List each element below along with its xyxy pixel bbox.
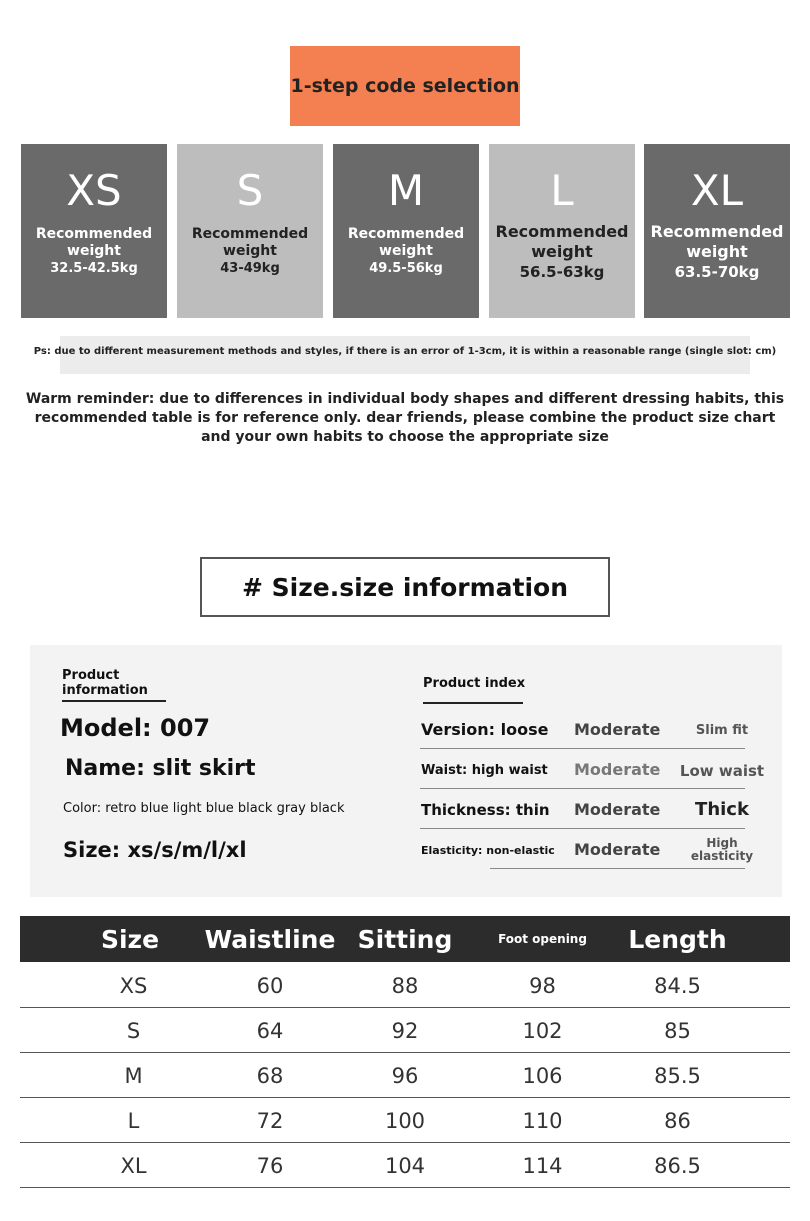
- product-colors: Color: retro blue light blue black gray black: [63, 801, 345, 816]
- size-selection-badge: 1-step code selection: [290, 46, 520, 126]
- size-letter: L: [550, 166, 574, 215]
- size-card-s: [177, 144, 323, 318]
- cell-foot-opening: 102: [522, 1018, 563, 1043]
- size-letter: S: [236, 166, 264, 215]
- cell-sitting: 100: [384, 1108, 426, 1133]
- size-card-xs: [21, 144, 167, 318]
- cell-waistline: 68: [256, 1063, 284, 1088]
- table-row: [20, 1053, 790, 1098]
- product-sizes: Size: xs/s/m/l/xl: [63, 838, 247, 862]
- cell-sitting: 96: [391, 1063, 419, 1088]
- size-card-m: [333, 144, 479, 318]
- cell-length: 84.5: [654, 973, 701, 998]
- recommended-weight-label: Recommended weight: [650, 222, 784, 261]
- cell-foot-opening: 106: [522, 1063, 563, 1088]
- size-table-header: [20, 916, 790, 962]
- cell-waistline: 76: [256, 1153, 284, 1178]
- index-waist-mid: Moderate: [574, 760, 661, 779]
- index-version-mid: Moderate: [574, 720, 661, 739]
- index-thickness-mid: Moderate: [574, 800, 661, 819]
- cell-size: XS: [119, 973, 148, 998]
- recommended-weight-label: Recommended weight: [495, 222, 629, 261]
- index-thickness-right: Thick: [695, 799, 749, 820]
- index-version-left: Version: loose: [421, 720, 549, 739]
- product-index-heading: Product index: [423, 676, 526, 691]
- product-model: Model: 007: [60, 714, 211, 742]
- cell-size: L: [127, 1108, 140, 1133]
- index-thickness-left: Thickness: thin: [421, 801, 550, 819]
- recommended-weight-label: Recommended weight: [191, 226, 309, 259]
- index-elasticity-left: Elasticity: non-elastic: [421, 844, 555, 857]
- size-card-l: [489, 144, 635, 318]
- table-row: [20, 1098, 790, 1143]
- index-version-right: Slim fit: [695, 723, 749, 738]
- index-waist-left: Waist: high waist: [421, 763, 548, 778]
- header-sitting: Sitting: [357, 924, 453, 954]
- cell-length: 86.5: [654, 1153, 701, 1178]
- cell-waistline: 72: [256, 1108, 284, 1133]
- header-waistline: Waistline: [204, 924, 336, 954]
- heading-underline: [62, 700, 166, 702]
- index-divider: [420, 788, 745, 789]
- cell-sitting: 92: [391, 1018, 419, 1043]
- weight-range: 49.5-56kg: [369, 261, 443, 276]
- cell-size: S: [126, 1018, 141, 1043]
- size-letter: XS: [66, 166, 122, 215]
- product-info-heading: Product information: [62, 668, 148, 698]
- cell-length: 85: [664, 1018, 691, 1043]
- cell-sitting: 88: [391, 973, 419, 998]
- cell-length: 86: [664, 1108, 691, 1133]
- index-divider: [420, 828, 745, 829]
- product-name: Name: slit skirt: [65, 756, 256, 781]
- table-row: [20, 963, 790, 1008]
- size-letter: M: [387, 166, 425, 215]
- cell-sitting: 104: [384, 1153, 426, 1178]
- index-divider: [420, 748, 745, 749]
- weight-range: 43-49kg: [220, 261, 280, 276]
- table-row: [20, 1143, 790, 1188]
- size-info-title: # Size.size information: [200, 557, 610, 617]
- size-card-xl: [644, 144, 790, 318]
- cell-waistline: 64: [256, 1018, 284, 1043]
- index-elasticity-mid: Moderate: [574, 840, 661, 859]
- weight-range: 32.5-42.5kg: [50, 261, 138, 276]
- recommended-weight-label: Recommended weight: [347, 226, 465, 259]
- recommended-weight-label: Recommended weight: [35, 226, 153, 259]
- cell-size: XL: [120, 1153, 147, 1178]
- header-foot-opening: Foot opening: [498, 932, 587, 946]
- cell-size: M: [124, 1063, 143, 1088]
- index-waist-right: Low waist: [679, 762, 765, 780]
- cell-length: 85.5: [654, 1063, 701, 1088]
- index-elasticity-right: High elasticity: [690, 836, 754, 863]
- cell-foot-opening: 110: [522, 1108, 563, 1133]
- header-length: Length: [628, 924, 727, 954]
- cell-waistline: 60: [256, 973, 284, 998]
- weight-range: 56.5-63kg: [519, 263, 605, 281]
- cell-foot-opening: 114: [522, 1153, 563, 1178]
- header-size: Size: [100, 924, 160, 954]
- ps-note: Ps: due to different measurement methods and styles, if there is an error of 1-3cm, it is within a reasonable range (single slot: cm): [33, 346, 777, 357]
- weight-range: 63.5-70kg: [674, 263, 760, 281]
- size-letter: XL: [690, 166, 744, 215]
- warm-reminder: Warm reminder: due to differences in individual body shapes and different dressing habits, this recommended table is for reference only. dear friends, please combine the product size chart and your own habits to choose the appropriate size: [25, 391, 785, 445]
- table-row: [20, 1008, 790, 1053]
- cell-foot-opening: 98: [529, 973, 556, 998]
- heading-underline: [423, 702, 523, 704]
- index-divider: [490, 868, 745, 869]
